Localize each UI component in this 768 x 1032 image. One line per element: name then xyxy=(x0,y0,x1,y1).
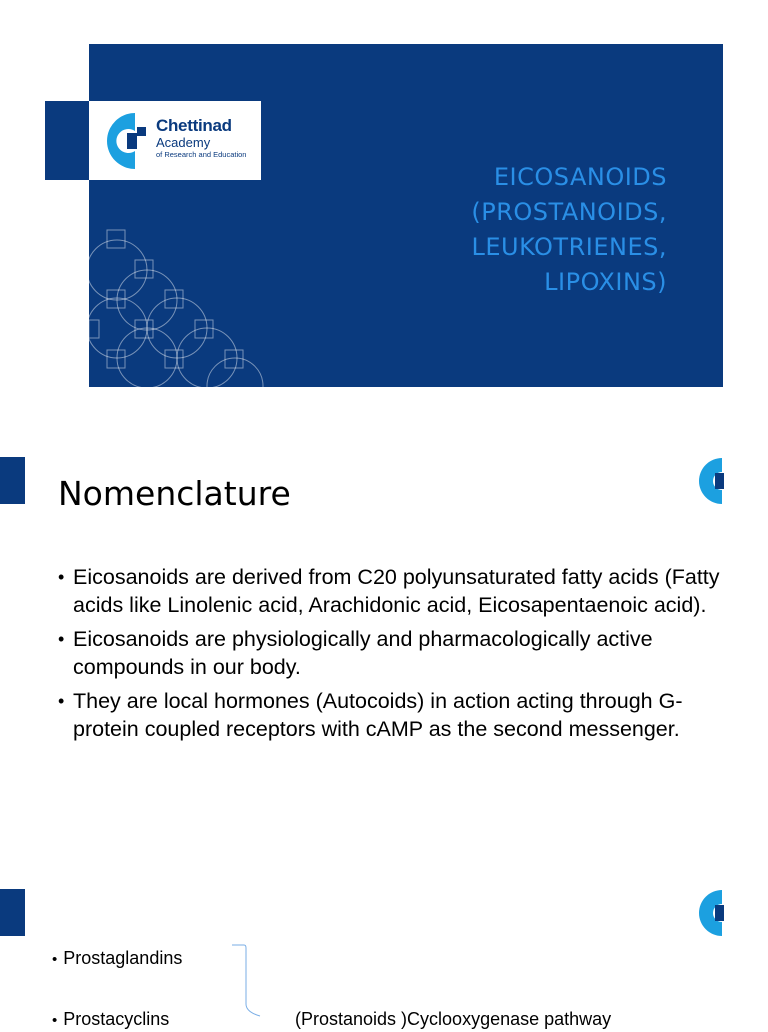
bullet-dot: • xyxy=(52,1012,58,1029)
logo-wordmark xyxy=(156,117,246,160)
bullet-dot: • xyxy=(58,691,65,711)
logo-emblem-icon xyxy=(698,889,732,937)
bullet-item xyxy=(58,688,748,743)
bullet-item xyxy=(58,564,748,619)
slide-side-bar xyxy=(0,457,25,504)
bullet-item xyxy=(52,947,182,971)
slide-side-bar xyxy=(0,889,25,936)
pathway-label: (Prostanoids )Cyclooxygenase pathway xyxy=(295,1009,612,1029)
bullet-dot: • xyxy=(58,567,65,587)
bullet-text: Eicosanoids are physiologically and pharmacologically active compounds in our body. xyxy=(73,627,653,679)
slide-title xyxy=(337,160,667,300)
logo-emblem-icon xyxy=(698,457,732,505)
title-line: (PROSTANOIDS, xyxy=(471,198,667,226)
bullet-text: They are local hormones (Autocoids) in action acting through G-protein coupled receptors with cAMP as the second messenger. xyxy=(73,689,683,741)
slide-heading: Nomenclature xyxy=(58,474,291,513)
logo-line-research: of Research and Education xyxy=(156,150,247,159)
bullet-dot: • xyxy=(52,951,58,968)
bullet-item xyxy=(58,626,748,681)
decorative-circle-pattern xyxy=(89,228,269,388)
title-line: LIPOXINS) xyxy=(544,268,667,296)
logo-emblem-icon xyxy=(105,111,149,171)
bullet-item xyxy=(52,1008,169,1032)
logo-brand-name: Chettinad xyxy=(156,116,232,135)
logo-line-academy: Academy xyxy=(156,135,211,150)
title-line: EICOSANOIDS xyxy=(493,163,667,191)
nomenclature-slide xyxy=(0,440,768,850)
title-slide xyxy=(0,0,768,420)
title-line: LEUKOTRIENES, xyxy=(471,233,667,261)
bullet-dot: • xyxy=(58,629,65,649)
grouping-brace xyxy=(230,944,270,1024)
bullet-text: Prostaglandins xyxy=(63,948,183,968)
classification-slide xyxy=(0,872,768,1029)
bullet-text: Prostacyclins xyxy=(63,1009,170,1029)
institution-logo xyxy=(89,101,261,180)
bullet-list xyxy=(58,564,748,750)
bullet-text: Eicosanoids are derived from C20 polyunsaturated fatty acids (Fatty acids like Linolenic acid, Arachidonic acid, Eicosapentaenoic acid). xyxy=(73,565,720,617)
logo-accent-square xyxy=(45,101,90,180)
